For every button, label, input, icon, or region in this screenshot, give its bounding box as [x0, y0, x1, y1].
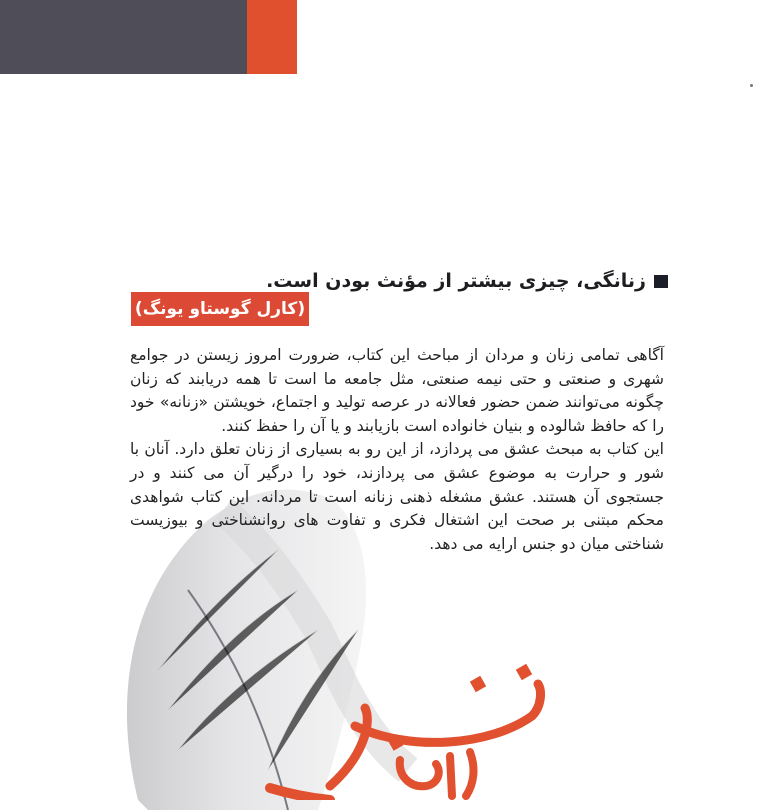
description-text — [130, 344, 664, 556]
quote-author-text: (کارل گوستاو یونگ) — [134, 299, 306, 319]
accent-band — [247, 0, 297, 74]
top-color-band — [0, 0, 297, 74]
book-title-calligraphy — [240, 660, 570, 800]
headline — [266, 270, 668, 292]
dark-band — [0, 0, 247, 74]
paragraph-1: آگاهی تمامی زنان و مردان از مباحث این کتاب، ضرورت امروز زیستن در جوامع شهری و صنعتی و حتی نیمه صنعتی، مثل جامعه ما است تا همه دریابند که زنان چگونه می‌توانند ضمن حضور فعالانه در عرصه تولید و اجتماع، خویشتن «زنانه» خود را که حافظ شالوده و بنیان خانواده است بازیابند و یا آن را حفظ کنند. — [130, 346, 664, 435]
paragraph-2: این کتاب به مبحث عشق می پردازد، از این رو به بسیاری از زنان تعلق دارد. آنان با شور و حرارت به موضوع عشق می پردازند، خود را درگیر آن می کنند و در جستجوی آن هستند. عشق مشغله ذهنی زنانه است تا مردانه. این کتاب شواهدی محکم مبتنی بر صحت این اشتغال فکری و تفاوت های روانشناختی و بیوزیست شناختی میان دو جنس ارایه می دهد. — [130, 440, 664, 553]
square-bullet-icon — [654, 275, 668, 288]
print-speck — [750, 84, 753, 87]
quote-author-label — [131, 292, 309, 326]
headline-text: زنانگی، چیزی بیشتر از مؤنث بودن است. — [266, 270, 646, 292]
